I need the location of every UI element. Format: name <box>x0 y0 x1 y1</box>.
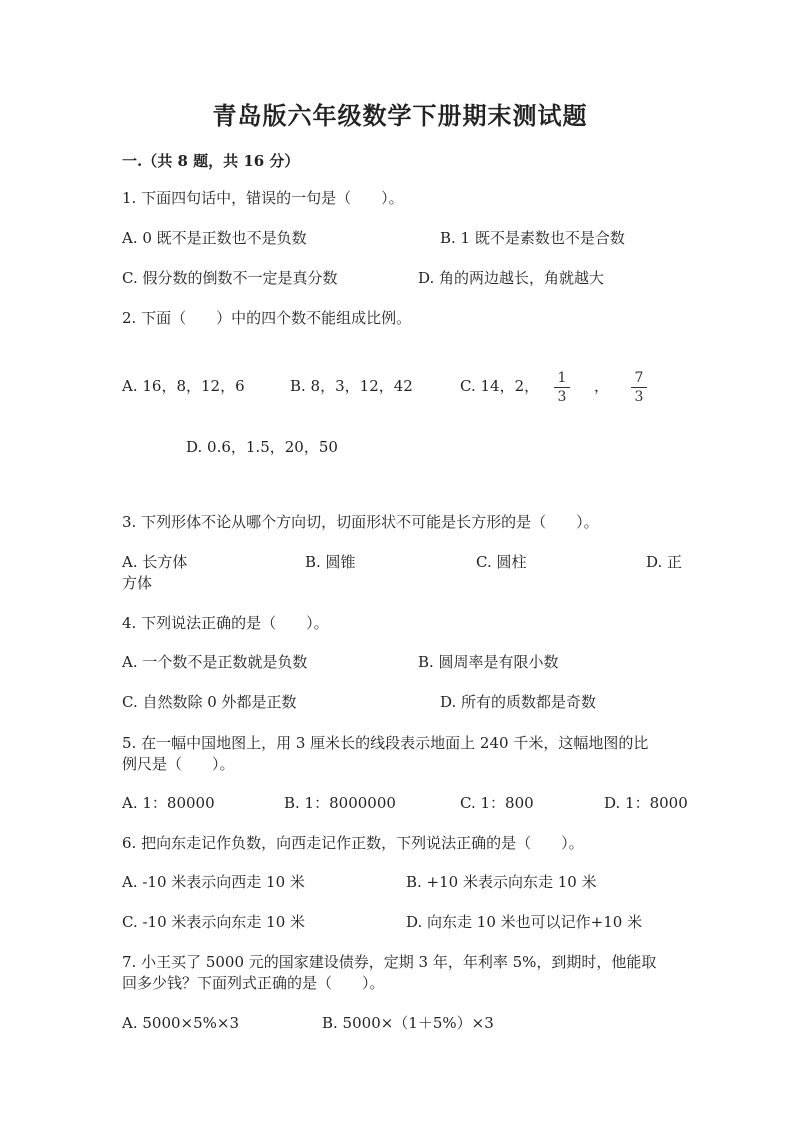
q3-option-b: B. 圆锥 <box>305 553 356 571</box>
question-6-stem: 6. 把向东走记作负数，向西走记作正数，下列说法正确的是（ ）。 <box>122 834 584 852</box>
q1-option-a: A. 0 既不是正数也不是负数 <box>122 229 307 247</box>
q2-comma: ， <box>594 377 610 395</box>
question-5-stem-cont: 例尺是（ ）。 <box>122 755 235 773</box>
q1-option-c: C. 假分数的倒数不一定是真分数 <box>122 269 338 287</box>
question-7-stem-cont: 回多少钱？下面列式正确的是（ ）。 <box>122 974 385 992</box>
q7-option-a: A. 5000×5%×3 <box>122 1014 240 1032</box>
q6-option-d: D. 向东走 10 米也可以记作+10 米 <box>406 913 643 931</box>
q2-option-a: A. 16，8，12，6 <box>122 377 245 395</box>
q5-option-c: C. 1：800 <box>460 794 534 812</box>
q2-fraction-1 <box>554 370 570 405</box>
q6-option-c: C. -10 米表示向东走 10 米 <box>122 913 306 931</box>
fraction-1-numerator: 1 <box>557 370 567 386</box>
q2-option-b: B. 8，3，12，42 <box>290 377 413 395</box>
fraction-1-denominator: 3 <box>557 389 567 405</box>
q3-option-d-wrap: 方体 <box>122 574 153 592</box>
q7-option-b: B. 5000×（1＋5%）×3 <box>322 1014 494 1032</box>
q2-option-d: D. 0.6，1.5，20，50 <box>186 438 338 456</box>
q3-option-d: D. 正 <box>646 553 683 571</box>
q4-option-c: C. 自然数除 0 外都是正数 <box>122 693 297 711</box>
q4-option-a: A. 一个数不是正数就是负数 <box>122 653 308 671</box>
q5-option-b: B. 1：8000000 <box>284 794 396 812</box>
fraction-2-bar <box>631 387 647 388</box>
section-header: 一.（共 8 题，共 16 分） <box>122 152 300 170</box>
fraction-2-denominator: 3 <box>634 389 644 405</box>
q5-option-d: D. 1：8000 <box>604 794 688 812</box>
page-title: 青岛版六年级数学下册期末测试题 <box>212 101 588 130</box>
q6-option-a: A. -10 米表示向西走 10 米 <box>122 873 305 891</box>
question-1-stem: 1. 下面四句话中，错误的一句是（ ）。 <box>122 189 404 207</box>
question-5-stem: 5. 在一幅中国地图上，用 3 厘米长的线段表示地面上 240 千米，这幅地图的比 <box>122 734 649 752</box>
q4-option-b: B. 圆周率是有限小数 <box>418 653 559 671</box>
q3-option-c: C. 圆柱 <box>476 553 527 571</box>
fraction-1-bar <box>554 387 570 388</box>
fraction-2-numerator: 7 <box>634 370 644 386</box>
q4-option-d: D. 所有的质数都是奇数 <box>440 693 597 711</box>
q3-option-a: A. 长方体 <box>122 553 188 571</box>
q1-option-b: B. 1 既不是素数也不是合数 <box>440 229 625 247</box>
q6-option-b: B. +10 米表示向东走 10 米 <box>406 873 597 891</box>
q1-option-d: D. 角的两边越长，角就越大 <box>418 269 605 287</box>
question-4-stem: 4. 下列说法正确的是（ ）。 <box>122 614 329 632</box>
q2-fraction-2 <box>631 370 647 405</box>
question-2-stem: 2. 下面（ ）中的四个数不能组成比例。 <box>122 309 412 327</box>
q2-option-c: C. 14，2， <box>460 377 540 395</box>
q5-option-a: A. 1：80000 <box>122 794 215 812</box>
question-3-stem: 3. 下列形体不论从哪个方向切，切面形状不可能是长方形的是（ ）。 <box>122 513 599 531</box>
question-7-stem: 7. 小王买了 5000 元的国家建设债券，定期 3 年，年利率 5%，到期时，他能取 <box>122 953 657 971</box>
